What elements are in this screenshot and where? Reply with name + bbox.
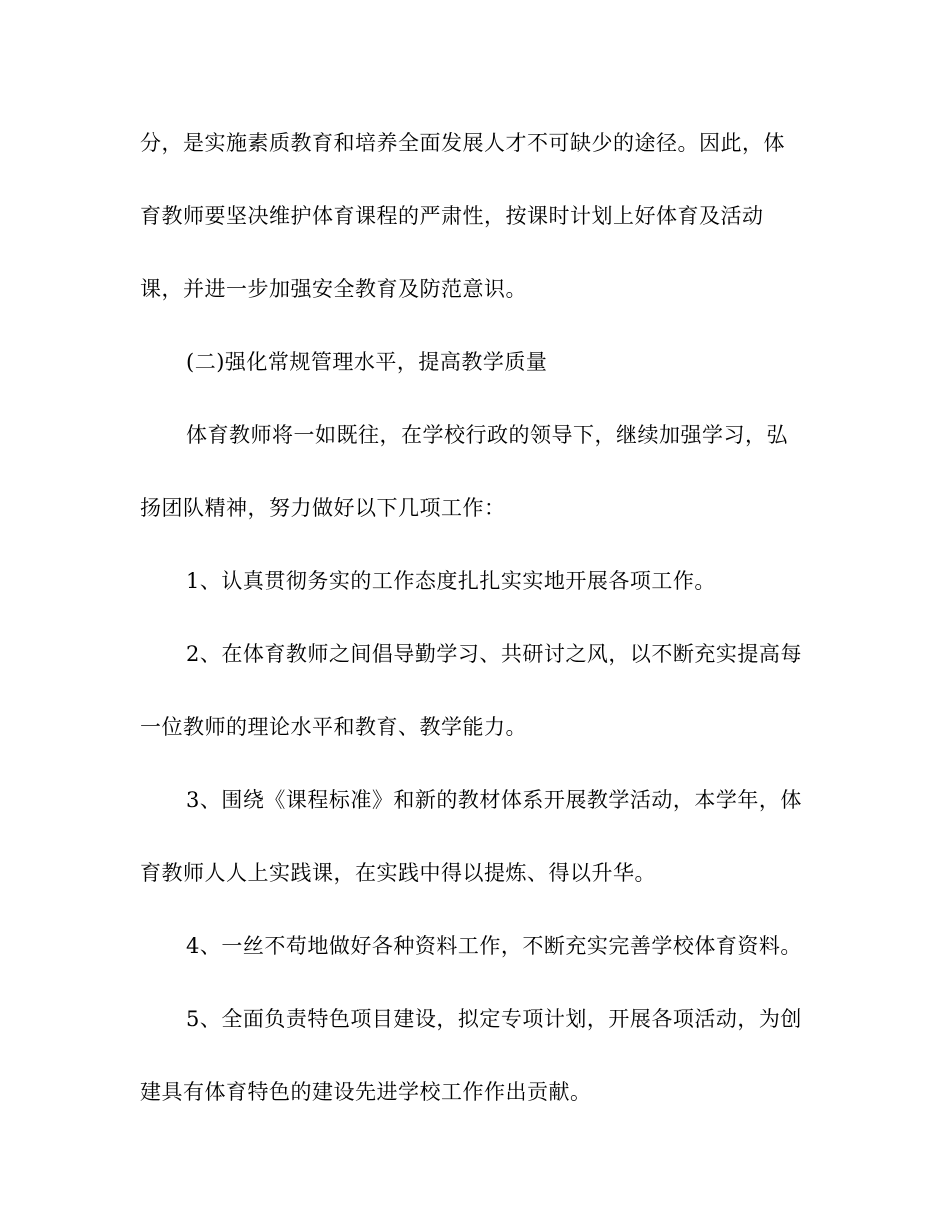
paragraph-line: 分，是实施素质教育和培养全面发展人才不可缺少的途径。因此，体: [140, 131, 785, 155]
list-item: 1、认真贯彻务实的工作态度扎扎实实地开展各项工作。: [186, 569, 716, 593]
list-item: 3、围绕《课程标准》和新的教材体系开展教学活动，本学年，体: [186, 788, 802, 812]
list-item-continuation: 建具有体育特色的建设先进学校工作作出贡献。: [140, 1080, 592, 1104]
paragraph-line: 课，并进一步加强安全教育及防范意识。: [140, 277, 527, 301]
list-item: 2、在体育教师之间倡导勤学习、共研讨之风，以不断充实提高每: [186, 642, 802, 666]
list-item-continuation: 育教师人人上实践课，在实践中得以提炼、得以升华。: [140, 861, 656, 885]
list-item: 5、全面负责特色项目建设，拟定专项计划，开展各项活动，为创: [186, 1007, 802, 1031]
section-heading: (二)强化常规管理水平，提高教学质量: [186, 350, 548, 374]
paragraph-line: 体育教师将一如既往，在学校行政的领导下，继续加强学习，弘: [186, 423, 788, 447]
paragraph-line: 育教师要坚决维护体育课程的严肃性，按课时计划上好体育及活动: [140, 204, 764, 228]
paragraph-line: 扬团队精神，努力做好以下几项工作：: [140, 496, 506, 520]
list-item-continuation: 一位教师的理论水平和教育、教学能力。: [140, 715, 527, 739]
list-item: 4、一丝不苟地做好各种资料工作，不断充实完善学校体育资料。: [186, 934, 802, 958]
